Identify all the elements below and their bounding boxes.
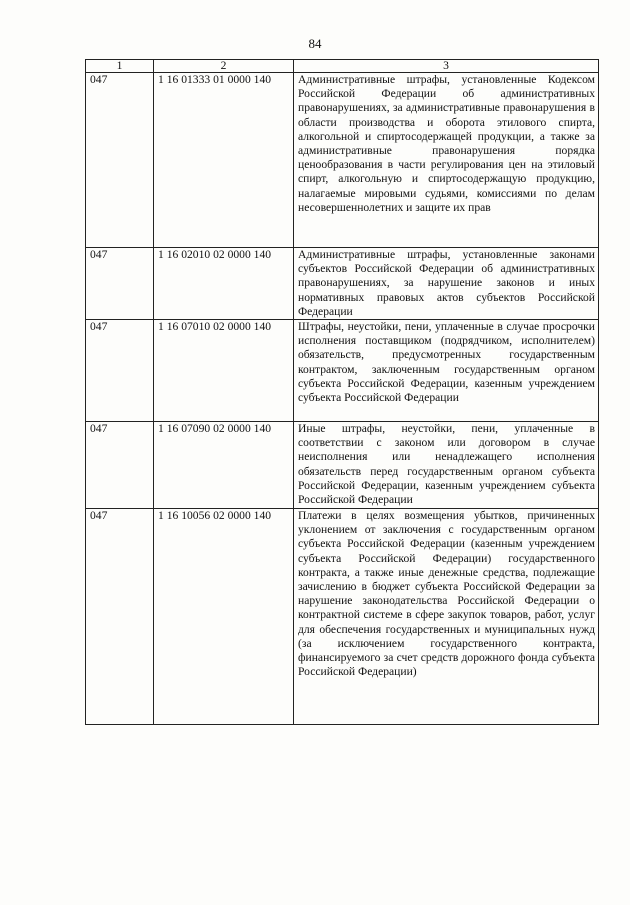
description-cell: Административные штрафы, установленные Кодексом Российской Федерации об административных правонарушениях, за административные правонарушения в области производства и оборота этилового спирта, алкогольной и спиртосодержащей продукции, а также за административные правонарушения порядка ценообразования в части регулирования цен на этиловый спирт, алкогольную и спиртосодержащую продукцию, налагаемые мировыми судьями, комиссиями по делам несовершеннолетних и защите их прав [294,73,599,248]
admin-code-cell: 047 [86,509,154,725]
admin-code-cell: 047 [86,422,154,509]
budget-code-cell: 1 16 01333 01 0000 140 [154,73,294,248]
column-header-1: 1 [86,60,154,73]
budget-code-cell: 1 16 07090 02 0000 140 [154,422,294,509]
admin-code-cell: 047 [86,248,154,320]
table-row [86,73,599,248]
description-cell: Иные штрафы, неустойки, пени, уплаченные в соответствии с законом или договором в случае неисполнения или ненадлежащего исполнения обязательств перед государственным органом субъекта Российской Федерации, казенным учреждением субъекта Российской Федерации [294,422,599,509]
description-cell: Административные штрафы, установленные законами субъектов Российской Федерации об административных правонарушениях, за нарушение законов и иных нормативных правовых актов субъектов Российской Федерации [294,248,599,320]
table-row [86,248,599,320]
description-cell: Платежи в целях возмещения убытков, причиненных уклонением от заключения с государственным органом субъекта Российской Федерации (казенным учреждением субъекта Российской Федерации) государственного контракта, а также иные денежные средства, подлежащие зачислению в бюджет субъекта Российской Федерации за нарушение законодательства Российской Федерации о контрактной системе в сфере закупок товаров, работ, услуг для обеспечения государственных и муниципальных нужд (за исключением государственного контракта, финансируемого за счет средств дорожного фонда субъекта Российской Федерации) [294,509,599,725]
description-cell: Штрафы, неустойки, пени, уплаченные в случае просрочки исполнения поставщиком (подрядчиком, исполнителем) обязательств, предусмотренных государственным контрактом, заключенным государственным органом субъекта Российской Федерации, казенным учреждением субъекта Российской Федерации [294,320,599,422]
column-header-3: 3 [294,60,599,73]
table-header-row [86,60,599,73]
admin-code-cell: 047 [86,320,154,422]
budget-code-cell: 1 16 10056 02 0000 140 [154,509,294,725]
admin-code-cell: 047 [86,73,154,248]
table-row [86,509,599,725]
budget-code-table [85,59,599,725]
page-number: 84 [308,36,322,51]
table-row [86,422,599,509]
column-header-2: 2 [154,60,294,73]
table-row [86,320,599,422]
budget-code-cell: 1 16 02010 02 0000 140 [154,248,294,320]
budget-code-cell: 1 16 07010 02 0000 140 [154,320,294,422]
